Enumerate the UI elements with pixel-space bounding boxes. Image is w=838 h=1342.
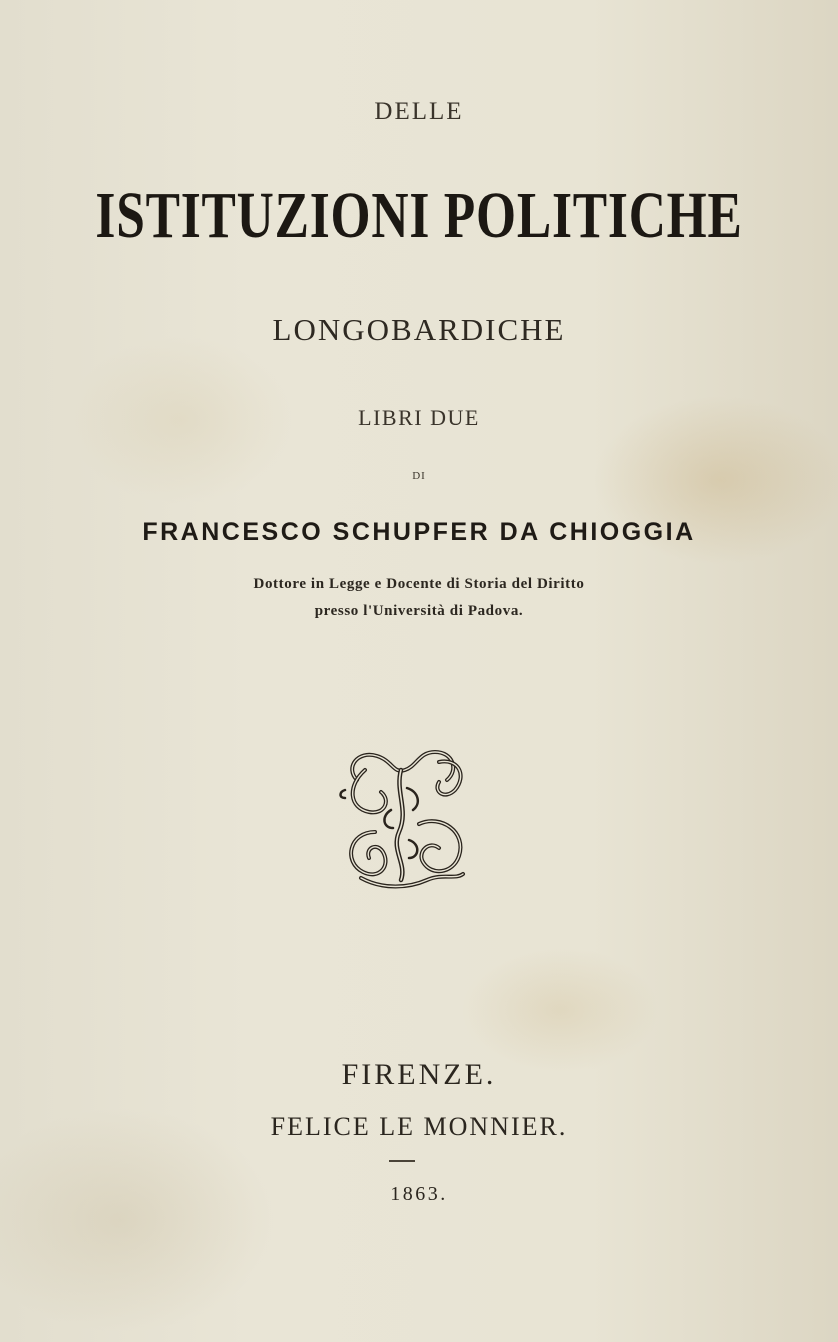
imprint-year: 1863. xyxy=(390,1183,448,1205)
by-label: DI xyxy=(412,470,426,482)
author-name: FRANCESCO SCHUPFER DA CHIOGGIA xyxy=(142,518,696,546)
author-credentials-line-1: Dottore in Legge e Docente di Storia del Diritto xyxy=(253,576,585,592)
imprint-divider xyxy=(389,1160,415,1162)
imprint-publisher: FELICE LE MONNIER. xyxy=(270,1112,568,1141)
main-title: ISTITUZIONI POLITICHE xyxy=(95,179,743,252)
author-credentials-line-2: presso l'Università di Padova. xyxy=(314,603,524,619)
publisher-monogram-icon xyxy=(335,740,475,895)
imprint-city: FIRENZE. xyxy=(341,1058,497,1091)
title-prefix: DELLE xyxy=(374,98,464,125)
volume-count: LIBRI DUE xyxy=(358,405,480,430)
subtitle: LONGOBARDICHE xyxy=(272,312,566,347)
